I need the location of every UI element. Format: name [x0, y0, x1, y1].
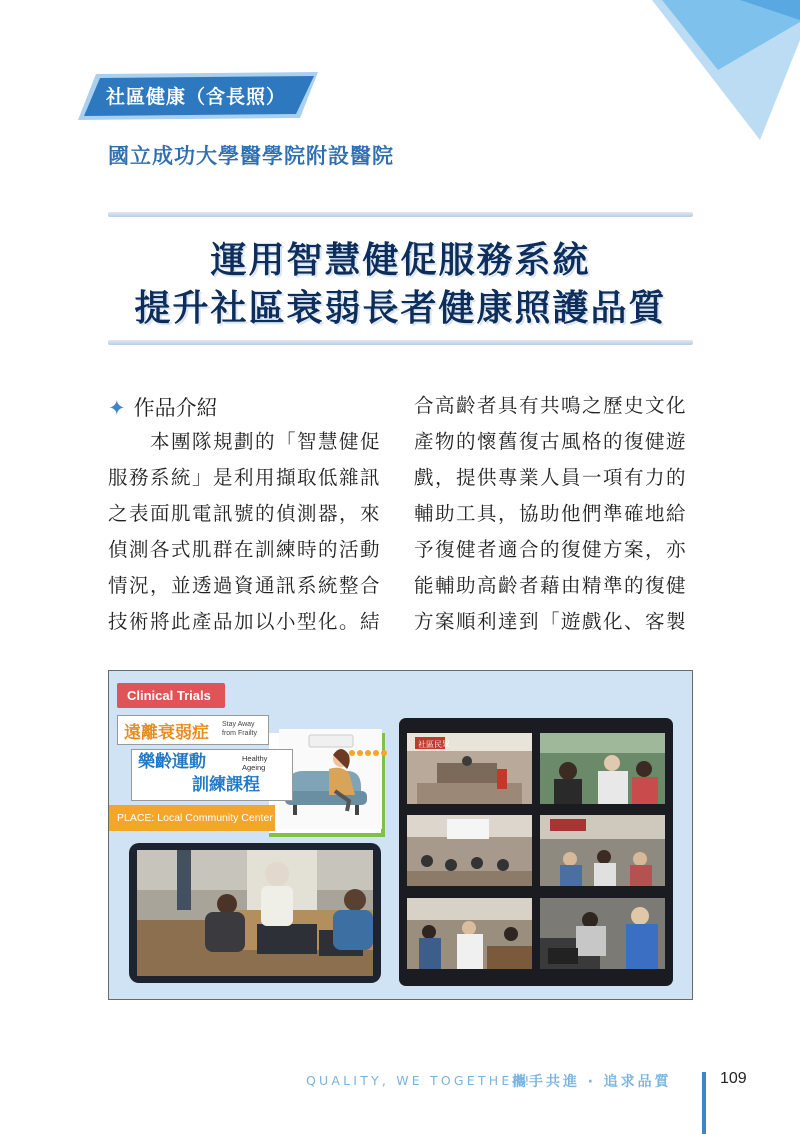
frailty-sub-label: Stay Away from Frailty — [222, 721, 257, 737]
event-photo-2 — [540, 733, 665, 804]
text-line: 予復健者適合的復健方案，亦 — [414, 538, 688, 561]
text-line: 輔助工具，協助他們準確地給 — [414, 502, 688, 525]
frailty-label: 遠離衰弱症 — [124, 723, 209, 743]
ageing-label-box — [131, 749, 293, 801]
footer-slogan-en: QUALITY, WE TOGETHER! — [306, 1073, 533, 1088]
event-photo-1 — [407, 733, 532, 804]
clinical-trials-figure — [108, 670, 693, 1000]
text-line: 情況，並透過資通訊系統整合 — [108, 574, 382, 597]
institution-name: 國立成功大學醫學院附設醫院 — [108, 144, 394, 168]
text-line: 之表面肌電訊號的偵測器，來 — [108, 502, 382, 525]
place-label: PLACE: Local Community Center — [109, 805, 275, 831]
category-tag — [78, 72, 318, 120]
event-photo-6 — [540, 898, 665, 969]
progress-dots — [349, 741, 389, 760]
event-photo-4 — [540, 815, 665, 886]
text-line: 合高齡者具有共鳴之歷史文化 — [414, 394, 688, 417]
frailty-label-box — [117, 715, 269, 745]
text-line: 偵測各式肌群在訓練時的活動 — [108, 538, 382, 561]
text-line: 能輔助高齡者藉由精準的復健 — [414, 574, 688, 597]
category-label: 社區健康（含長照） — [106, 86, 287, 108]
title-line-2: 提升社區衰弱長者健康照護品質 — [134, 288, 667, 329]
right-text-column — [414, 388, 687, 640]
training-session-photo — [137, 850, 373, 976]
left-text-column — [108, 424, 381, 640]
text-line: 戲，提供專業人員一項有力的 — [414, 466, 688, 489]
clinical-trials-badge: Clinical Trials — [117, 683, 225, 708]
sparkle-icon: ✦ — [108, 396, 126, 420]
event-photo-3 — [407, 815, 532, 886]
text-line: 服務系統」是利用擷取低雜訊 — [108, 466, 382, 489]
ageing-label-2: 訓練課程 — [192, 775, 260, 795]
section-heading — [108, 392, 218, 422]
event-photo-5 — [407, 898, 532, 969]
text-line: 方案順利達到「遊戲化、客製 — [414, 610, 688, 633]
page-number-bar — [702, 1072, 706, 1134]
text-line: 技術將此產品加以小型化。結 — [108, 610, 382, 633]
banner-text: 社區民眾 — [418, 740, 450, 749]
ageing-label-1: 樂齡運動 — [138, 752, 206, 772]
photo-grid-panel — [399, 718, 673, 986]
text-line: 本團隊規劃的「智慧健促 — [108, 430, 382, 453]
title-rule-bottom — [108, 340, 693, 345]
title-line-1: 運用智慧健促服務系統 — [210, 240, 591, 281]
ageing-sub-label: Healthy Ageing — [242, 754, 268, 772]
footer-slogan-zh: 攜手共進 ‧ 追求品質 — [512, 1074, 672, 1090]
title-rule-top — [108, 212, 693, 217]
text-line: 產物的懷舊復古風格的復健遊 — [414, 430, 688, 453]
tablet-frame — [129, 843, 381, 983]
section-heading-label: 作品介紹 — [133, 396, 218, 420]
page-number: 109 — [720, 1070, 747, 1087]
